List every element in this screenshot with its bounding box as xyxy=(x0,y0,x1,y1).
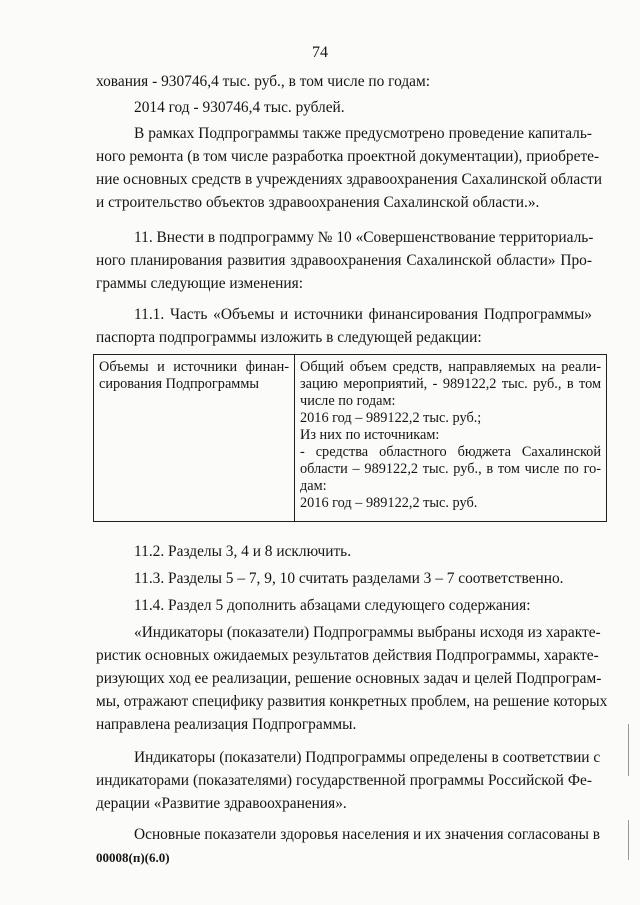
text-line: индикаторами (показателями) государственной программы Российской Фе- xyxy=(96,772,592,789)
paragraph-2014 xyxy=(96,96,592,119)
text-line: Основные показатели здоровья населения и их значения согласованы в xyxy=(134,826,601,843)
text-line: мы, отражают специфику развития конкретных проблем, на решение которых xyxy=(96,693,608,710)
text-line: Из них по источникам: xyxy=(300,427,440,443)
text-line: В рамках Подпрограммы также предусмотрено проведение капиталь- xyxy=(134,125,592,142)
text-line: направлена реализация Подпрограммы. xyxy=(96,716,357,733)
paragraph-item-11-4 xyxy=(96,594,592,617)
text-line: дерации «Развитие здравоохранения». xyxy=(96,795,347,812)
text-line: Общий объем средств, направляемых на реали- xyxy=(300,359,601,375)
text-line: ного планирования развития здравоохранения Сахалинской области» Про- xyxy=(96,252,592,269)
scan-margin-mark xyxy=(628,724,629,776)
text-line: ного ремонта (в том числе разработка проектной документации), приобрете- xyxy=(96,148,600,165)
text-line: 11.1. Часть «Объемы и источники финансирования Подпрограммы» xyxy=(134,306,592,323)
text-line: дам: xyxy=(300,478,327,494)
text-line: 2016 год – 989122,2 тыс. руб. xyxy=(300,495,478,511)
text-line: 2014 год - 930746,4 тыс. рублей. xyxy=(134,99,345,116)
text-line: и строительство объектов здравоохранения Сахалинской области.». xyxy=(96,194,540,211)
text-line: ризующих ход ее реализации, решение основных задач и целей Подпрограм- xyxy=(96,670,602,687)
text-line: 11. Внести в подпрограмму № 10 «Совершенствование территориаль- xyxy=(134,229,594,246)
paragraph-health-indicators xyxy=(96,823,601,846)
text-line: паспорта подпрограммы изложить в следующей редакции: xyxy=(96,329,482,346)
text-line: хования - 930746,4 тыс. руб., в том числе по годам: xyxy=(96,73,431,90)
paragraph-indicators-1 xyxy=(96,621,608,736)
table-cell-label xyxy=(94,355,295,522)
text-line: ние основных средств в учреждениях здравоохранения Сахалинской области xyxy=(96,171,602,188)
text-line: Индикаторы (показатели) Подпрограммы определены в соответствии с xyxy=(134,749,601,766)
paragraph-item-11-2 xyxy=(96,540,592,563)
paragraph-indicators-2 xyxy=(96,746,601,815)
text-line: числе по годам: xyxy=(300,393,396,409)
text-line: 11.4. Раздел 5 дополнить абзацами следующего содержания: xyxy=(134,597,531,614)
paragraph-item-11 xyxy=(96,226,592,295)
text-line: ристик основных ожидаемых результатов действия Подпрограммы, характе- xyxy=(96,647,599,664)
text-line: зацию мероприятий, - 989122,2 тыс. руб., в том xyxy=(300,376,601,392)
text-line: Объемы и источники финан- xyxy=(99,359,289,375)
text-line: «Индикаторы (показатели) Подпрограммы выбраны исходя из характе- xyxy=(134,624,601,641)
paragraph-financing-tail xyxy=(96,70,592,93)
page-number: 74 xyxy=(312,44,328,61)
text-line: граммы следующие изменения: xyxy=(96,275,303,292)
document-code: 00008(п)(6.0) xyxy=(96,850,170,865)
table-cell-value xyxy=(295,355,607,522)
table-row xyxy=(94,355,607,522)
text-line: - средства областного бюджета Сахалинской xyxy=(300,444,601,460)
text-line: 2016 год – 989122,2 тыс. руб.; xyxy=(300,410,482,426)
paragraph-item-11-1 xyxy=(96,303,592,349)
text-line: 11.3. Разделы 5 – 7, 9, 10 считать разделами 3 – 7 соответственно. xyxy=(134,570,564,587)
text-line: сирования Подпрограммы xyxy=(99,376,259,392)
passport-table xyxy=(93,354,607,522)
text-line: 11.2. Разделы 3, 4 и 8 исключить. xyxy=(134,543,352,560)
paragraph-capital-repair xyxy=(96,122,602,214)
text-line: области – 989122,2 тыс. руб., в том числе по го- xyxy=(300,461,601,477)
scan-margin-mark xyxy=(628,820,629,860)
paragraph-item-11-3 xyxy=(96,567,592,590)
